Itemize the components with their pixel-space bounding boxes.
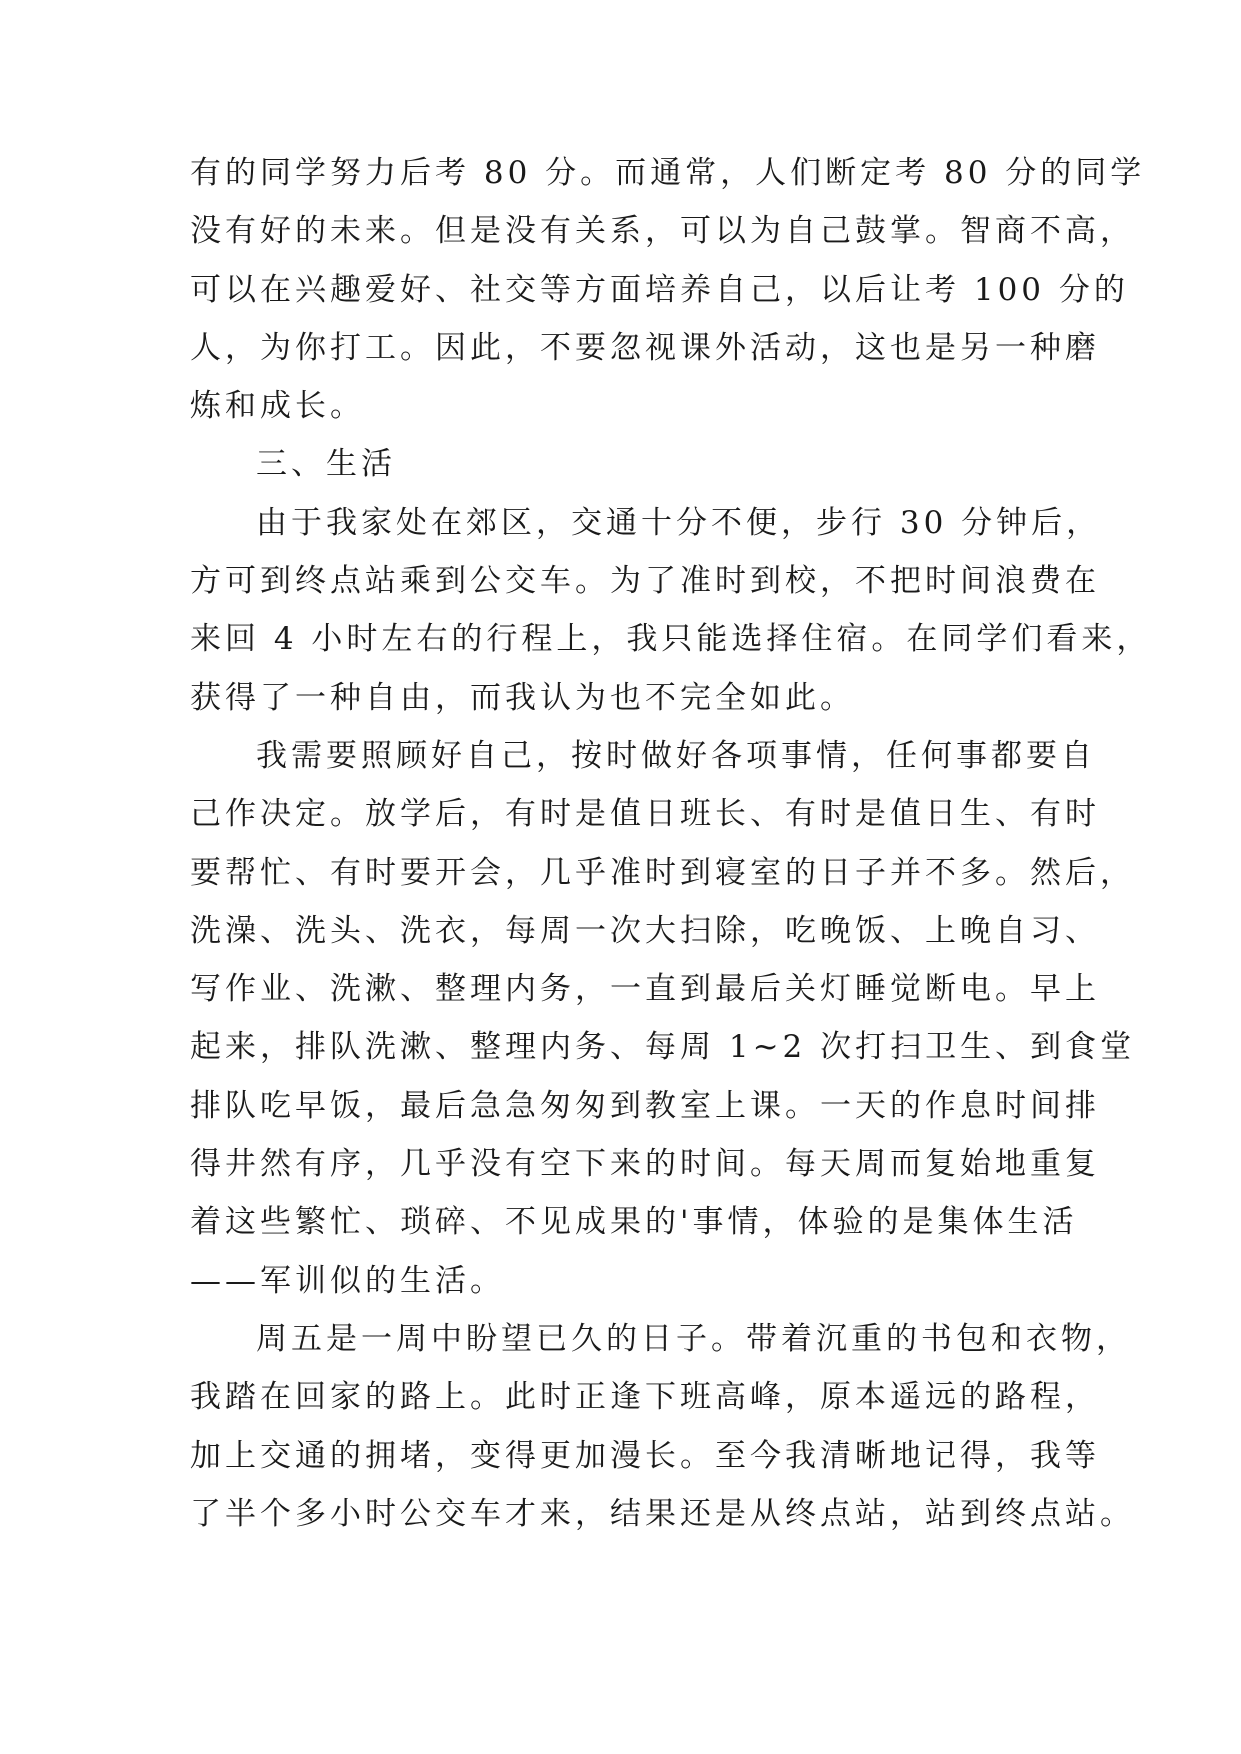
text-line: 来回 4 小时左右的行程上，我只能选择住宿。在同学们看来， — [190, 621, 1152, 658]
text-line: 加上交通的拥堵，变得更加漫长。至今我清晰地记得，我等 — [190, 1437, 1100, 1474]
text-line: 炼和成长。 — [190, 388, 365, 425]
text-line: 获得了一种自由，而我认为也不完全如此。 — [190, 679, 855, 716]
text-line: 写作业、洗漱、整理内务，一直到最后关灯睡觉断电。早上 — [190, 971, 1100, 1008]
text-line: 由于我家处在郊区，交通十分不便，步行 30 分钟后， — [256, 504, 1102, 541]
text-line: 己作决定。放学后，有时是值日班长、有时是值日生、有时 — [190, 796, 1100, 833]
text-line: ——军训似的生活。 — [190, 1262, 505, 1299]
text-line: 了半个多小时公交车才来，结果还是从终点站，站到终点站。 — [190, 1495, 1135, 1532]
body-text — [190, 153, 1152, 1552]
text-line: 我踏在回家的路上。此时正逢下班高峰，原本遥远的路程， — [190, 1379, 1100, 1416]
text-line: 着这些繁忙、琐碎、不见成果的'事情，体验的是集体生活 — [190, 1204, 1078, 1241]
text-line: 周五是一周中盼望已久的日子。带着沉重的书包和衣物， — [256, 1320, 1131, 1357]
text-line: 有的同学努力后考 80 分。而通常，人们断定考 80 分的同学 — [190, 155, 1146, 191]
text-line: 没有好的未来。但是没有关系，可以为自己鼓掌。智商不高， — [190, 213, 1135, 250]
text-line: 可以在兴趣爱好、社交等方面培养自己，以后让考 100 分的 — [190, 271, 1129, 308]
text-line: 要帮忙、有时要开会，几乎准时到寝室的日子并不多。然后， — [190, 854, 1135, 891]
text-line: 排队吃早饭，最后急急匆匆到教室上课。一天的作息时间排 — [190, 1087, 1100, 1124]
text-line: 人，为你打工。因此，不要忽视课外活动，这也是另一种磨 — [190, 329, 1100, 366]
text-line: 方可到终点站乘到公交车。为了准时到校，不把时间浪费在 — [190, 563, 1100, 600]
text-line: 我需要照顾好自己，按时做好各项事情，任何事都要自 — [256, 737, 1096, 774]
text-line: 起来，排队洗漱、整理内务、每周 1~2 次打扫卫生、到食堂 — [190, 1029, 1136, 1066]
text-line: 得井然有序，几乎没有空下来的时间。每天周而复始地重复 — [190, 1146, 1100, 1183]
text-line: 洗澡、洗头、洗衣，每周一次大扫除，吃晚饭、上晚自习、 — [190, 912, 1100, 949]
section-heading: 三、生活 — [256, 446, 396, 483]
